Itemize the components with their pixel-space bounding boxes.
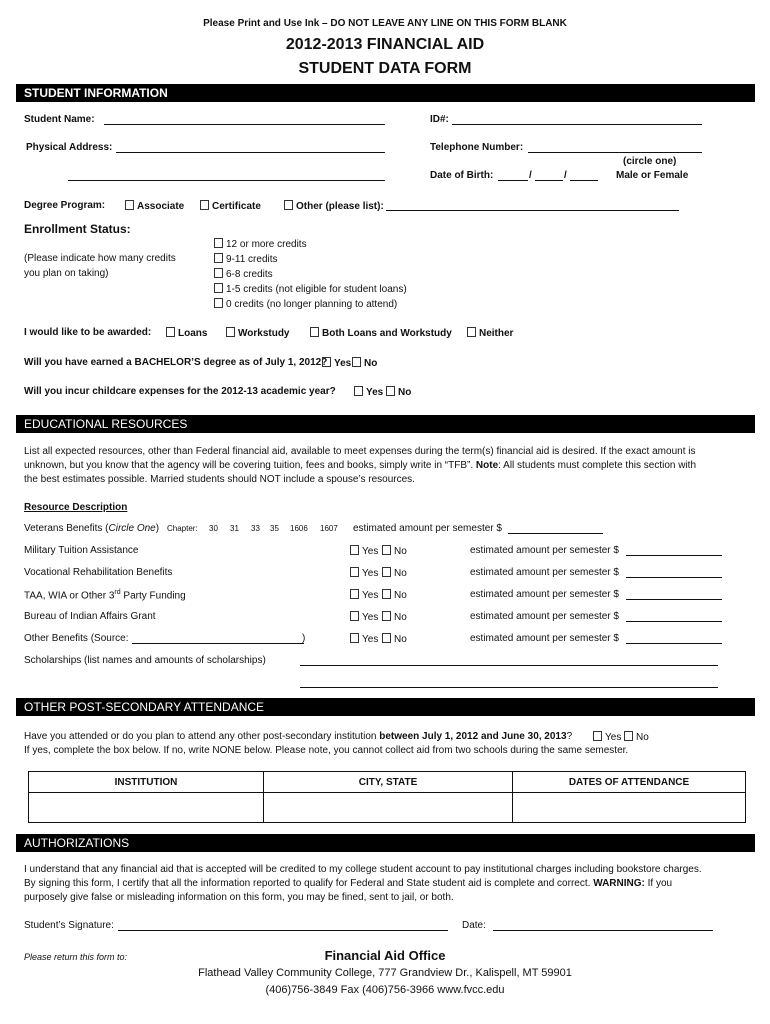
degree-option-certificate[interactable]: Certificate: [200, 200, 261, 212]
return-instruction: Please return this form to:: [24, 952, 128, 962]
estimated-amount-label: estimated amount per semester $: [470, 567, 619, 578]
signature-field[interactable]: [118, 930, 448, 931]
attendance-table: [28, 771, 746, 823]
institution-cell[interactable]: [29, 793, 264, 823]
resource-taa-wia: TAA, WIA or Other 3rd Party Funding: [24, 589, 186, 602]
city-state-cell[interactable]: [264, 793, 513, 823]
dob-day-field[interactable]: [535, 180, 563, 181]
checkbox[interactable]: [386, 386, 395, 396]
chapter-option[interactable]: 30: [209, 524, 218, 533]
chapter-option[interactable]: 1606: [290, 524, 308, 533]
signature-date-field[interactable]: [493, 930, 713, 931]
degree-option-associate[interactable]: Associate: [125, 200, 184, 212]
chapter-label: Chapter:: [167, 524, 198, 533]
column-header-city-state: CITY, STATE: [264, 772, 513, 793]
table-row: [29, 793, 746, 823]
post-secondary-instructions: If yes, complete the box below. If no, write NONE below. Please note, you cannot collect aid from two schools during the same semester.: [24, 745, 629, 756]
office-name: Financial Aid Office: [324, 948, 446, 963]
scholarships-label: Scholarships (list names and amounts of scholarships): [24, 655, 266, 666]
student-name-label: Student Name:: [24, 114, 95, 125]
form-subtitle: STUDENT DATA FORM: [298, 60, 472, 77]
gender-options[interactable]: Male or Female: [616, 170, 689, 181]
checkbox[interactable]: [624, 731, 633, 741]
checkbox[interactable]: [310, 327, 319, 337]
bachelor-question: Will you have earned a BACHELOR’S degree as of July 1, 2012?: [24, 357, 328, 368]
childcare-no[interactable]: No: [386, 386, 411, 398]
enrollment-note: you plan on taking): [24, 268, 109, 279]
checkbox[interactable]: [166, 327, 175, 337]
chapter-option[interactable]: 33: [251, 524, 260, 533]
checkbox[interactable]: [350, 545, 359, 555]
bia-no[interactable]: No: [382, 611, 407, 623]
section-header-student-information: STUDENT INFORMATION: [16, 84, 755, 102]
estimated-amount-label: estimated amount per semester $: [353, 523, 502, 534]
checkbox[interactable]: [200, 200, 209, 210]
circle-one-note: (circle one): [623, 156, 677, 167]
authorization-text: I understand that any financial aid that is accepted will be credited to my college student account to pay institutional charges including bookstore charges. By signing this form, I certify that all the information reported to qualify for Federal and State student aid is complete and correct. WARNING: If you purposely give false or misleading information on this form, you may be fined, sent to jail, or both.: [24, 864, 702, 903]
checkbox[interactable]: [354, 386, 363, 396]
checkbox[interactable]: [214, 268, 223, 278]
column-header-institution: INSTITUTION: [29, 772, 264, 793]
scholarships-field[interactable]: [300, 665, 718, 666]
degree-program-label: Degree Program:: [24, 200, 106, 211]
checkbox[interactable]: [214, 298, 223, 308]
checkbox[interactable]: [284, 200, 293, 210]
checkbox[interactable]: [350, 567, 359, 577]
educational-intro: List all expected resources, other than Federal financial aid, available to meet expenses during the term(s) financial aid is desired. If the exact amount is unknown, but you know that the agency will be covering tuition, fees and books, simply write in “TFB”. Note: All students must complete this section with the best estimates possible. Married students should NOT include a spouse’s resources.: [24, 446, 697, 485]
credit-option-0[interactable]: 0 credits (no longer planning to attend): [214, 298, 397, 310]
table-header-row: [29, 772, 746, 793]
resource-bia-grant: Bureau of Indian Affairs Grant: [24, 611, 156, 622]
enrollment-note: (Please indicate how many credits: [24, 253, 176, 264]
section-header-post-secondary: OTHER POST-SECONDARY ATTENDANCE: [16, 698, 755, 716]
telephone-field[interactable]: [528, 152, 702, 153]
dob-separator: /: [564, 170, 567, 181]
form-title: 2012-2013 FINANCIAL AID: [285, 36, 485, 53]
credit-option-9-11[interactable]: 9-11 credits: [214, 253, 278, 265]
other-amount-field[interactable]: [626, 643, 722, 644]
checkbox[interactable]: [382, 589, 391, 599]
scholarships-field-line2[interactable]: [300, 687, 718, 688]
childcare-yes[interactable]: Yes: [354, 386, 383, 398]
other-no[interactable]: No: [382, 633, 407, 645]
degree-option-other[interactable]: Other (please list):: [284, 200, 384, 212]
post-secondary-question: Have you attended or do you plan to attend any other post-secondary institution between July 1, 2012 and June 30, 2013?: [24, 731, 573, 742]
id-field[interactable]: [452, 124, 702, 125]
taa-yes[interactable]: Yes: [350, 589, 378, 601]
checkbox[interactable]: [350, 611, 359, 621]
checkbox[interactable]: [214, 253, 223, 263]
bia-amount-field[interactable]: [626, 621, 722, 622]
other-yes[interactable]: Yes: [350, 633, 378, 645]
telephone-label: Telephone Number:: [430, 142, 524, 153]
award-option-workstudy[interactable]: Workstudy: [226, 327, 290, 339]
checkbox[interactable]: [352, 357, 361, 367]
checkbox[interactable]: [226, 327, 235, 337]
dob-month-field[interactable]: [498, 180, 528, 181]
military-yes[interactable]: Yes: [350, 545, 378, 557]
dates-cell[interactable]: [513, 793, 746, 823]
student-name-field[interactable]: [104, 124, 385, 125]
award-option-neither[interactable]: Neither: [467, 327, 513, 339]
veterans-amount-field[interactable]: [508, 533, 603, 534]
physical-address-label: Physical Address:: [26, 142, 113, 153]
award-label: I would like to be awarded:: [24, 327, 152, 338]
form-instruction: Please Print and Use Ink – DO NOT LEAVE ANY LINE ON THIS FORM BLANK: [203, 18, 567, 29]
checkbox[interactable]: [350, 633, 359, 643]
office-address: Flathead Valley Community College, 777 Grandview Dr., Kalispell, MT 59901: [198, 967, 572, 979]
checkbox[interactable]: [214, 283, 223, 293]
post-secondary-yes[interactable]: Yes: [593, 731, 621, 743]
section-header-educational-resources: EDUCATIONAL RESOURCES: [16, 415, 755, 433]
enrollment-status-label: Enrollment Status:: [24, 222, 131, 236]
dob-year-field[interactable]: [570, 180, 598, 181]
resource-description-heading: Resource Description: [24, 502, 128, 513]
degree-other-field[interactable]: [386, 210, 679, 211]
office-contact: (406)756-3849 Fax (406)756-3966 www.fvcc.edu: [265, 984, 505, 996]
chapter-option[interactable]: 31: [230, 524, 239, 533]
childcare-question: Will you incur childcare expenses for the 2012-13 academic year?: [24, 386, 336, 397]
chapter-option[interactable]: 1607: [320, 524, 338, 533]
bachelor-no[interactable]: No: [352, 357, 377, 369]
signature-label: Student’s Signature:: [24, 920, 114, 931]
checkbox[interactable]: [350, 589, 359, 599]
column-header-dates: DATES OF ATTENDANCE: [513, 772, 746, 793]
checkbox[interactable]: [322, 357, 331, 367]
resource-military: Military Tuition Assistance: [24, 545, 139, 556]
physical-address-field-line2[interactable]: [68, 180, 385, 181]
credit-option-1-5[interactable]: 1-5 credits (not eligible for student loans): [214, 283, 407, 295]
taa-no[interactable]: No: [382, 589, 407, 601]
bachelor-yes[interactable]: Yes: [322, 357, 351, 369]
dob-separator: /: [529, 170, 532, 181]
taa-amount-field[interactable]: [626, 599, 722, 600]
checkbox[interactable]: [125, 200, 134, 210]
checkbox[interactable]: [382, 545, 391, 555]
physical-address-field[interactable]: [116, 152, 385, 153]
estimated-amount-label: estimated amount per semester $: [470, 611, 619, 622]
checkbox[interactable]: [382, 633, 391, 643]
checkbox[interactable]: [467, 327, 476, 337]
credit-option-6-8[interactable]: 6-8 credits: [214, 268, 273, 280]
veterans-benefits-label: Veterans Benefits (Circle One): [24, 523, 160, 534]
bia-yes[interactable]: Yes: [350, 611, 378, 623]
award-option-loans[interactable]: Loans: [166, 327, 207, 339]
date-label: Date:: [462, 920, 486, 931]
vocational-no[interactable]: No: [382, 567, 407, 579]
id-label: ID#:: [430, 114, 449, 125]
vocational-amount-field[interactable]: [626, 577, 722, 578]
resource-vocational: Vocational Rehabilitation Benefits: [24, 567, 173, 578]
military-no[interactable]: No: [382, 545, 407, 557]
checkbox[interactable]: [382, 567, 391, 577]
checkbox[interactable]: [593, 731, 602, 741]
resource-other-benefits: Other Benefits (Source:: [24, 633, 129, 644]
award-option-both[interactable]: Both Loans and Workstudy: [310, 327, 452, 339]
chapter-option[interactable]: 35: [270, 524, 279, 533]
post-secondary-no[interactable]: No: [624, 731, 649, 743]
other-source-field[interactable]: [132, 643, 304, 644]
checkbox[interactable]: [382, 611, 391, 621]
estimated-amount-label: estimated amount per semester $: [470, 589, 619, 600]
date-of-birth-label: Date of Birth:: [430, 170, 494, 181]
section-header-authorizations: AUTHORIZATIONS: [16, 834, 755, 852]
estimated-amount-label: estimated amount per semester $: [470, 545, 619, 556]
vocational-yes[interactable]: Yes: [350, 567, 378, 579]
other-source-close: ): [302, 633, 306, 644]
checkbox[interactable]: [214, 238, 223, 248]
estimated-amount-label: estimated amount per semester $: [470, 633, 619, 644]
credit-option-12-plus[interactable]: 12 or more credits: [214, 238, 307, 250]
military-amount-field[interactable]: [626, 555, 722, 556]
